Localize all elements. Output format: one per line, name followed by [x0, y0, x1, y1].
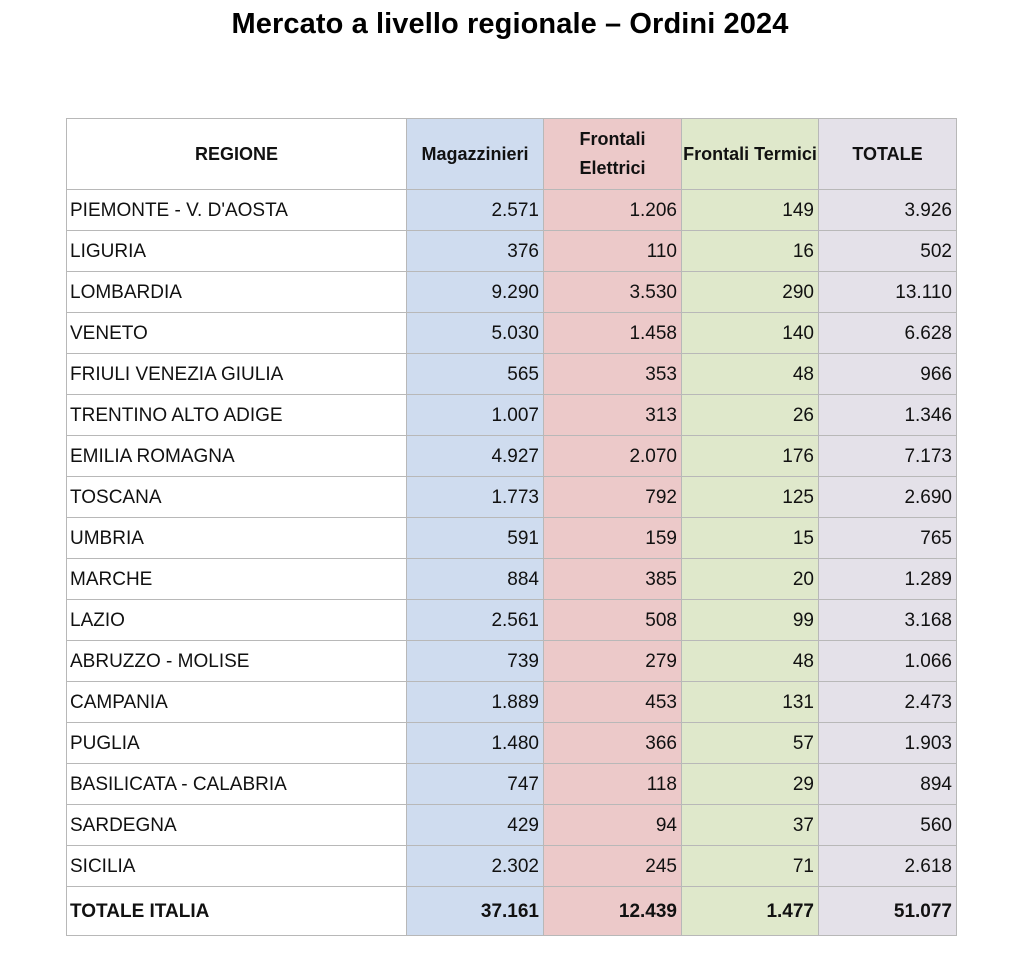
totale-cell: 3.926 [819, 190, 957, 231]
totale-cell: 7.173 [819, 436, 957, 477]
totale-cell: 2.618 [819, 846, 957, 887]
regione-cell: UMBRIA [67, 518, 407, 559]
frontali-termici-cell: 290 [682, 272, 819, 313]
table-row [67, 272, 957, 313]
frontali-termici-cell: 71 [682, 846, 819, 887]
table-row [67, 641, 957, 682]
magazzinieri-cell: 2.571 [407, 190, 544, 231]
totale-cell: 13.110 [819, 272, 957, 313]
frontali-termici-cell: 48 [682, 354, 819, 395]
table-row [67, 764, 957, 805]
frontali-termici-cell: 140 [682, 313, 819, 354]
magazzinieri-cell: 565 [407, 354, 544, 395]
total-frontali-termici: 1.477 [682, 887, 819, 936]
frontali-elettrici-cell: 3.530 [544, 272, 682, 313]
frontali-elettrici-cell: 110 [544, 231, 682, 272]
totale-cell: 1.903 [819, 723, 957, 764]
regione-cell: LAZIO [67, 600, 407, 641]
header-row [67, 119, 957, 190]
table-row [67, 805, 957, 846]
total-magazzinieri: 37.161 [407, 887, 544, 936]
regione-cell: TOSCANA [67, 477, 407, 518]
regione-cell: FRIULI VENEZIA GIULIA [67, 354, 407, 395]
magazzinieri-cell: 1.773 [407, 477, 544, 518]
regione-cell: PIEMONTE - V. D'AOSTA [67, 190, 407, 231]
frontali-termici-cell: 20 [682, 559, 819, 600]
frontali-elettrici-cell: 1.206 [544, 190, 682, 231]
header-frontali-elettrici: Frontali Elettrici [544, 119, 682, 190]
table-row [67, 600, 957, 641]
totale-cell: 2.473 [819, 682, 957, 723]
frontali-termici-cell: 125 [682, 477, 819, 518]
table-row [67, 723, 957, 764]
totale-cell: 765 [819, 518, 957, 559]
magazzinieri-cell: 747 [407, 764, 544, 805]
regione-cell: SARDEGNA [67, 805, 407, 846]
frontali-elettrici-cell: 385 [544, 559, 682, 600]
magazzinieri-cell: 2.302 [407, 846, 544, 887]
frontali-termici-cell: 26 [682, 395, 819, 436]
frontali-termici-cell: 149 [682, 190, 819, 231]
frontali-elettrici-cell: 453 [544, 682, 682, 723]
magazzinieri-cell: 5.030 [407, 313, 544, 354]
frontali-termici-cell: 176 [682, 436, 819, 477]
page-title: Mercato a livello regionale – Ordini 2024 [231, 8, 789, 40]
magazzinieri-cell: 1.007 [407, 395, 544, 436]
total-totale: 51.077 [819, 887, 957, 936]
regione-cell: ABRUZZO - MOLISE [67, 641, 407, 682]
magazzinieri-cell: 1.480 [407, 723, 544, 764]
table-row [67, 231, 957, 272]
totale-cell: 3.168 [819, 600, 957, 641]
magazzinieri-cell: 591 [407, 518, 544, 559]
frontali-elettrici-cell: 279 [544, 641, 682, 682]
totale-cell: 1.346 [819, 395, 957, 436]
table-row [67, 477, 957, 518]
header-frontali-termici: Frontali Termici [682, 119, 819, 190]
frontali-elettrici-cell: 245 [544, 846, 682, 887]
frontali-termici-cell: 37 [682, 805, 819, 846]
frontali-termici-cell: 29 [682, 764, 819, 805]
magazzinieri-cell: 1.889 [407, 682, 544, 723]
regione-cell: EMILIA ROMAGNA [67, 436, 407, 477]
magazzinieri-cell: 2.561 [407, 600, 544, 641]
table-row [67, 436, 957, 477]
table-row [67, 313, 957, 354]
frontali-elettrici-cell: 159 [544, 518, 682, 559]
frontali-elettrici-cell: 508 [544, 600, 682, 641]
frontali-termici-cell: 131 [682, 682, 819, 723]
regione-cell: TRENTINO ALTO ADIGE [67, 395, 407, 436]
regione-cell: SICILIA [67, 846, 407, 887]
totale-cell: 894 [819, 764, 957, 805]
totale-cell: 502 [819, 231, 957, 272]
regione-cell: PUGLIA [67, 723, 407, 764]
total-label: TOTALE ITALIA [67, 887, 407, 936]
regione-cell: MARCHE [67, 559, 407, 600]
regione-cell: CAMPANIA [67, 682, 407, 723]
table-row [67, 354, 957, 395]
header-regione: REGIONE [67, 119, 407, 190]
frontali-elettrici-cell: 366 [544, 723, 682, 764]
total-frontali-elettrici: 12.439 [544, 887, 682, 936]
totale-cell: 1.066 [819, 641, 957, 682]
magazzinieri-cell: 739 [407, 641, 544, 682]
table-row [67, 846, 957, 887]
table-row [67, 682, 957, 723]
frontali-termici-cell: 16 [682, 231, 819, 272]
table-body [67, 190, 957, 887]
magazzinieri-cell: 4.927 [407, 436, 544, 477]
totale-cell: 560 [819, 805, 957, 846]
frontali-elettrici-cell: 94 [544, 805, 682, 846]
magazzinieri-cell: 9.290 [407, 272, 544, 313]
frontali-elettrici-cell: 792 [544, 477, 682, 518]
magazzinieri-cell: 376 [407, 231, 544, 272]
frontali-elettrici-cell: 2.070 [544, 436, 682, 477]
totale-cell: 1.289 [819, 559, 957, 600]
frontali-elettrici-cell: 1.458 [544, 313, 682, 354]
table-row [67, 190, 957, 231]
regione-cell: BASILICATA - CALABRIA [67, 764, 407, 805]
totale-cell: 6.628 [819, 313, 957, 354]
regione-cell: LIGURIA [67, 231, 407, 272]
header-totale: TOTALE [819, 119, 957, 190]
magazzinieri-cell: 884 [407, 559, 544, 600]
frontali-elettrici-cell: 353 [544, 354, 682, 395]
magazzinieri-cell: 429 [407, 805, 544, 846]
header-magazzinieri: Magazzinieri [407, 119, 544, 190]
frontali-termici-cell: 48 [682, 641, 819, 682]
frontali-termici-cell: 99 [682, 600, 819, 641]
regione-cell: LOMBARDIA [67, 272, 407, 313]
frontali-termici-cell: 57 [682, 723, 819, 764]
regional-orders-table [66, 118, 957, 936]
frontali-elettrici-cell: 118 [544, 764, 682, 805]
table-row [67, 395, 957, 436]
total-row [67, 887, 957, 936]
frontali-elettrici-cell: 313 [544, 395, 682, 436]
table-row [67, 518, 957, 559]
regione-cell: VENETO [67, 313, 407, 354]
frontali-termici-cell: 15 [682, 518, 819, 559]
totale-cell: 2.690 [819, 477, 957, 518]
table-row [67, 559, 957, 600]
totale-cell: 966 [819, 354, 957, 395]
